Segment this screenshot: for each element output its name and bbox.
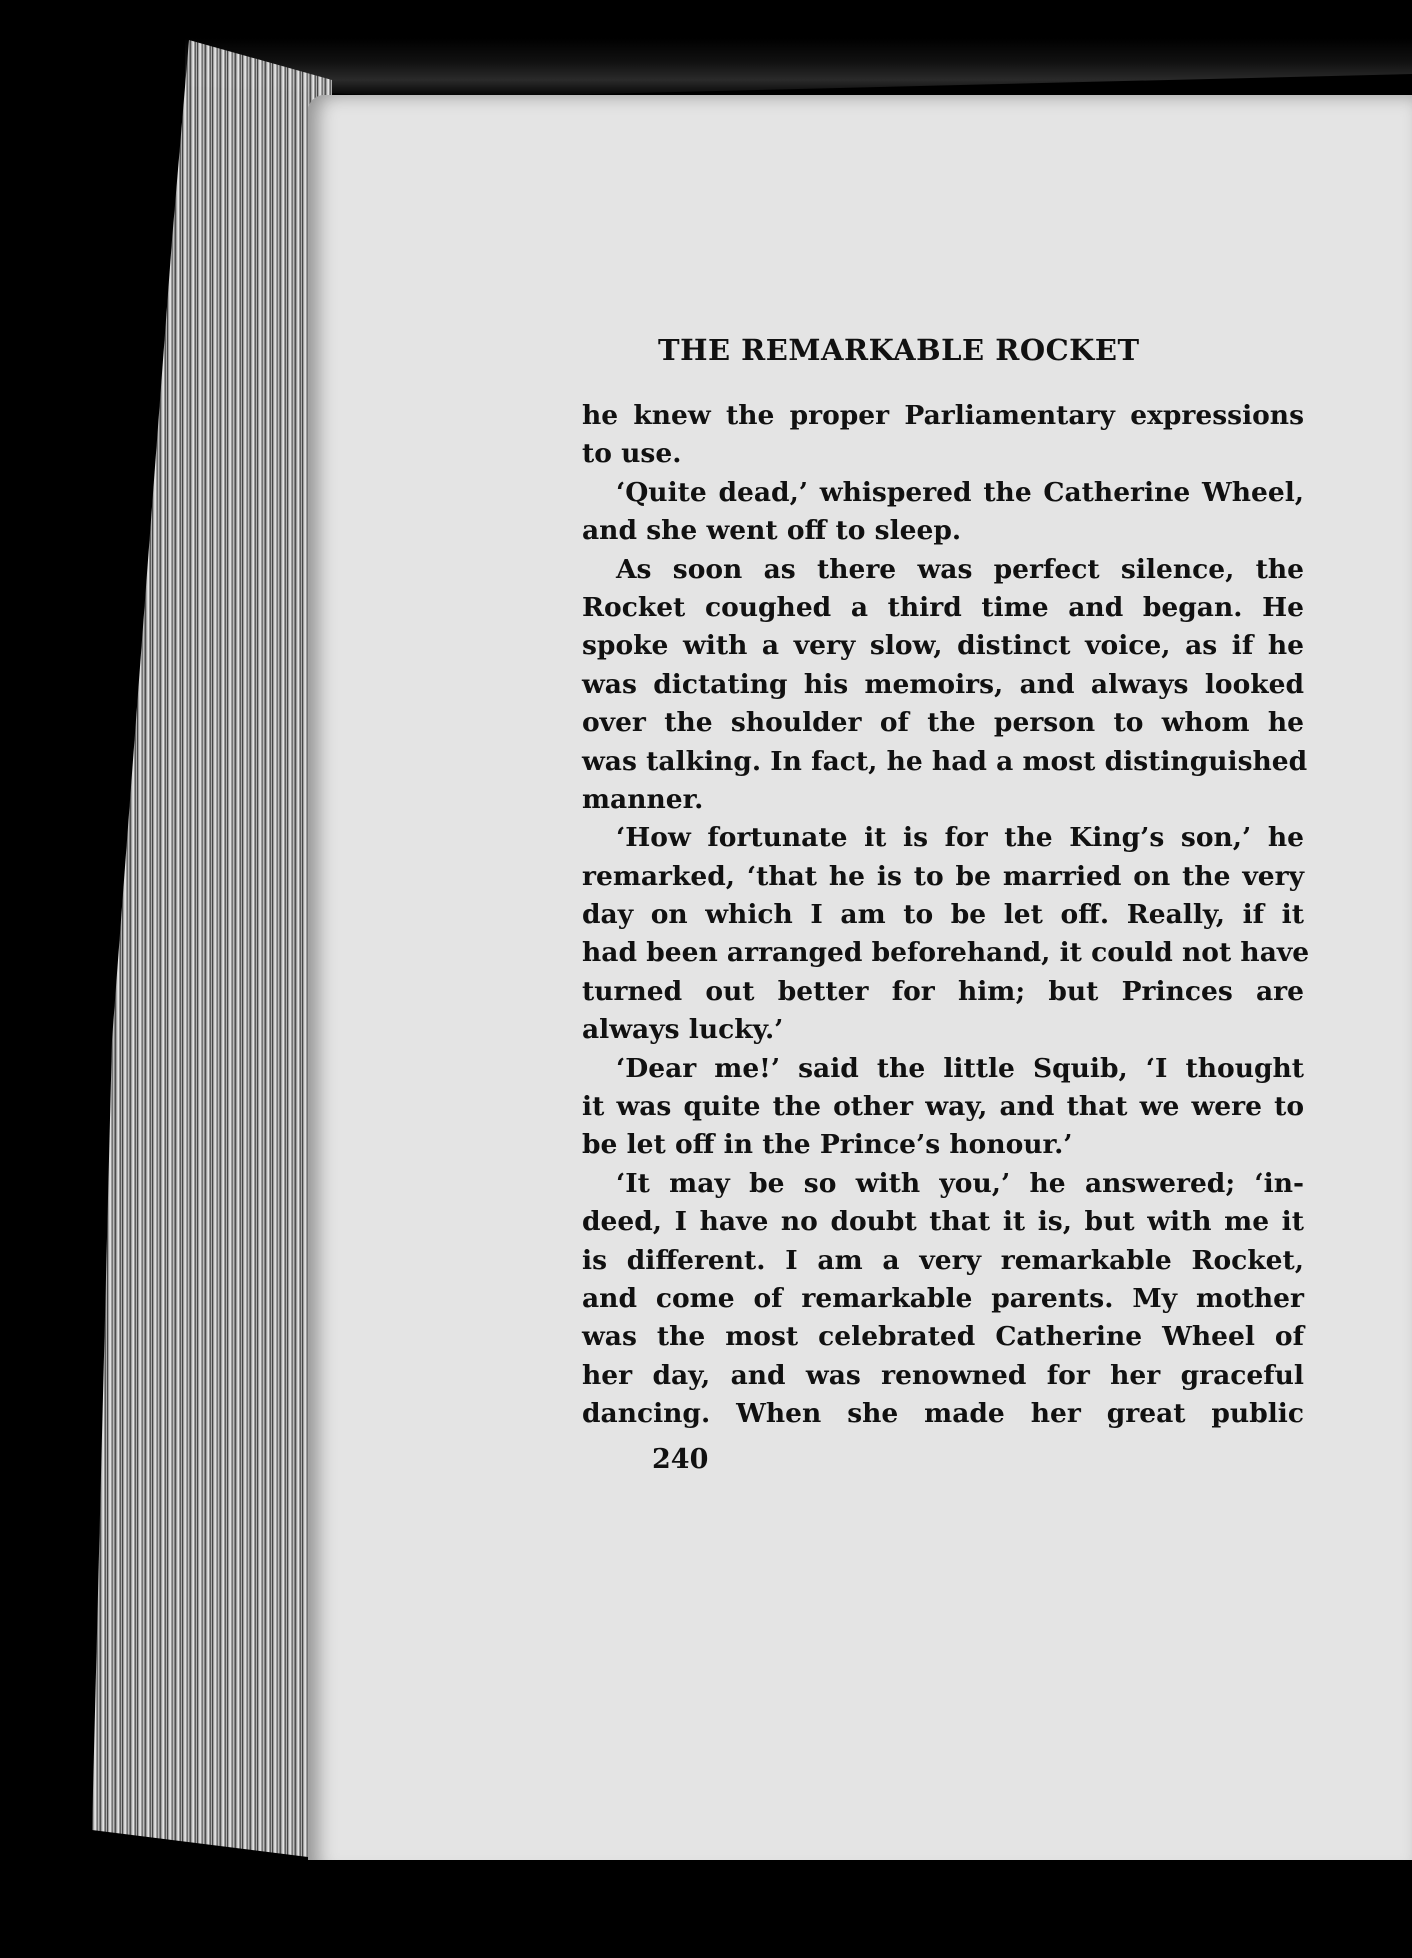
text-line: is different. I am a very remarkable Rocket, [582, 1244, 1304, 1276]
text-line: spoke with a very slow, distinct voice, as if he [582, 630, 1304, 662]
text-line: and come of remarkable parents. My mother [582, 1282, 1304, 1314]
text-line: dancing. When she made her great public [582, 1398, 1304, 1430]
text-line: day on which I am to be let off. Really, if it [582, 899, 1304, 931]
text-line: over the shoulder of the person to whom he [582, 707, 1304, 739]
text-line: As soon as there was perfect silence, the [616, 553, 1304, 585]
text-line: deed, I have no doubt that it is, but with me it [582, 1206, 1304, 1238]
text-line: her day, and was renowned for her graceful [582, 1359, 1304, 1391]
text-line: ‘Dear me!’ said the little Squib, ‘I thought [616, 1052, 1304, 1084]
text-line: ‘Quite dead,’ whispered the Catherine Wheel, [616, 476, 1304, 508]
page-number: 240 [652, 1444, 709, 1475]
text-line: Rocket coughed a third time and began. He [582, 591, 1304, 623]
text-line: always lucky.’ [582, 1014, 784, 1046]
running-head: THE REMARKABLE ROCKET [658, 333, 1140, 367]
book-fore-edge [92, 40, 332, 1860]
text-line: manner. [582, 783, 704, 815]
page-bottom-shadow [300, 1860, 1412, 1958]
text-line: he knew the proper Parliamentary expressions [582, 400, 1304, 431]
text-line: and she went off to sleep. [582, 515, 962, 547]
text-line: had been arranged beforehand, it could not have [582, 937, 1310, 969]
text-line: was the most celebrated Catherine Wheel of [582, 1321, 1304, 1353]
text-line: turned out better for him; but Princes are [582, 975, 1304, 1007]
book-top-edge [185, 38, 1412, 98]
text-line: ‘It may be so with you,’ he answered; ‘in- [616, 1167, 1304, 1199]
body-text [582, 397, 1310, 1434]
text-line: was dictating his memoirs, and always looked [582, 668, 1304, 700]
text-line: to use. [582, 438, 682, 470]
text-line: remarked, ‘that he is to be married on the very [582, 860, 1304, 892]
text-line: was talking. In fact, he had a most distinguished [582, 745, 1308, 777]
text-line: it was quite the other way, and that we were to [582, 1091, 1304, 1123]
text-line: ‘How fortunate it is for the King’s son,’ he [616, 822, 1304, 854]
text-line: be let off in the Prince’s honour.’ [582, 1129, 1073, 1161]
